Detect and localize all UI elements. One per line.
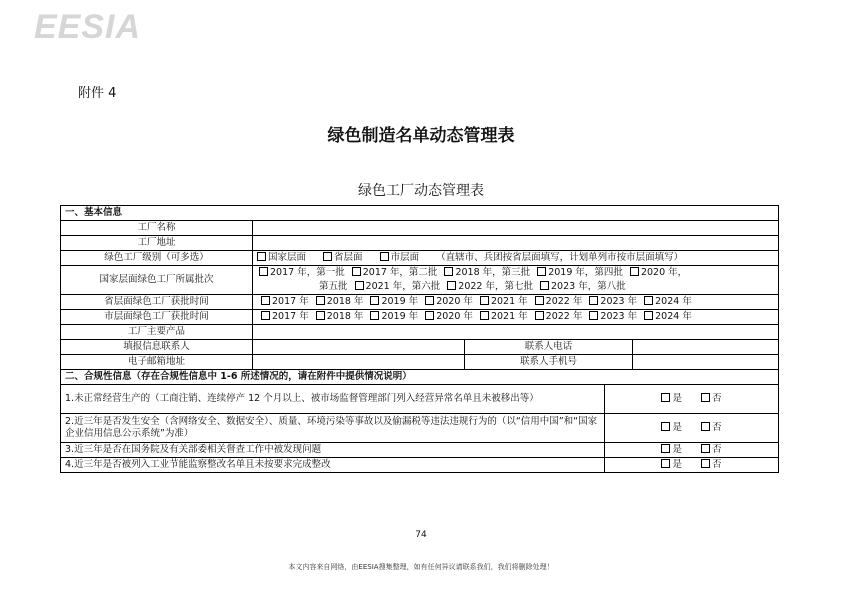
section-basic-info-row — [61, 206, 779, 221]
batch-option[interactable]: 2017 年，第一批 — [259, 266, 345, 280]
national-batch-label: 国家层面绿色工厂所属批次 — [61, 266, 253, 295]
checkbox-icon — [370, 311, 379, 320]
national-batch-row — [61, 266, 779, 295]
footer-disclaimer: 本文内容来自网络，由EESIA搜集整理，如有任何异议请联系我们，我们将删除处理！ — [288, 563, 554, 571]
checkbox-icon — [352, 267, 361, 276]
checkbox-icon — [701, 459, 710, 468]
national-batch-options — [253, 266, 779, 295]
year-option[interactable]: 2024 年 — [644, 296, 692, 308]
main-products-label: 工厂主要产品 — [61, 325, 253, 340]
factory-name-row — [61, 221, 779, 236]
checkbox-icon — [644, 296, 653, 305]
checkbox-icon — [661, 393, 670, 402]
year-option[interactable]: 2018 年 — [316, 311, 364, 323]
city-year-options — [253, 310, 779, 325]
checkbox-icon — [630, 267, 639, 276]
checkbox-icon — [425, 311, 434, 320]
checkbox-icon — [261, 311, 270, 320]
checkbox-icon — [537, 267, 546, 276]
checkbox-icon — [701, 444, 710, 453]
no-option[interactable]: 否 — [701, 393, 722, 405]
year-option[interactable]: 2022 年 — [535, 296, 583, 308]
compliance-row — [61, 443, 779, 458]
email-field[interactable] — [253, 355, 465, 370]
checkbox-icon — [323, 252, 332, 261]
year-option[interactable]: 2021 年 — [480, 311, 528, 323]
compliance-row — [61, 414, 779, 443]
factory-address-row — [61, 236, 779, 251]
provincial-time-row — [61, 295, 779, 310]
checkbox-icon — [316, 296, 325, 305]
compliance-row — [61, 385, 779, 414]
checkbox-icon — [370, 296, 379, 305]
factory-name-field[interactable] — [253, 221, 779, 236]
checkbox-icon — [644, 311, 653, 320]
checkbox-icon — [259, 267, 268, 276]
factory-name-label: 工厂名称 — [61, 221, 253, 236]
checkbox-icon — [701, 422, 710, 431]
checkbox-icon — [589, 296, 598, 305]
yes-no-options — [605, 443, 779, 458]
yes-option[interactable]: 是 — [661, 422, 682, 434]
checkbox-icon — [425, 296, 434, 305]
year-option[interactable]: 2021 年 — [480, 296, 528, 308]
provincial-time-label: 省层面绿色工厂获批时间 — [61, 295, 253, 310]
city-time-row — [61, 310, 779, 325]
checkbox-icon — [480, 296, 489, 305]
main-products-row — [61, 325, 779, 340]
year-option[interactable]: 2017 年 — [261, 311, 309, 323]
batch-option[interactable]: 2021 年，第六批 — [355, 280, 441, 294]
email-label: 电子邮箱地址 — [61, 355, 253, 370]
checkbox-icon — [661, 444, 670, 453]
provincial-year-options — [253, 295, 779, 310]
year-option[interactable]: 2017 年 — [261, 296, 309, 308]
level-options — [253, 251, 779, 266]
city-time-label: 市层面绿色工厂获批时间 — [61, 310, 253, 325]
batch-option[interactable]: 2020 年， — [630, 266, 687, 280]
yes-no-options — [605, 458, 779, 473]
checkbox-icon — [535, 311, 544, 320]
level-note: （直辖市、兵团按省层面填写，计划单列市按市层面填写） — [436, 252, 684, 263]
level-label: 绿色工厂级别（可多选） — [61, 251, 253, 266]
compliance-row — [61, 458, 779, 473]
year-option[interactable]: 2024 年 — [644, 311, 692, 323]
no-option[interactable]: 否 — [701, 422, 722, 434]
checkbox-icon — [661, 459, 670, 468]
factory-address-label: 工厂地址 — [61, 236, 253, 251]
no-option[interactable]: 否 — [701, 459, 722, 471]
no-option[interactable]: 否 — [701, 444, 722, 456]
checkbox-icon — [540, 281, 549, 290]
checkbox-icon — [257, 252, 266, 261]
checkbox-icon — [447, 281, 456, 290]
year-option[interactable]: 2022 年 — [535, 311, 583, 323]
yes-no-options — [605, 414, 779, 443]
year-option[interactable]: 2019 年 — [370, 311, 418, 323]
section-compliance-row — [61, 370, 779, 385]
year-option[interactable]: 2023 年 — [589, 311, 637, 323]
batch-option[interactable]: 2023 年，第八批 — [540, 280, 626, 294]
checkbox-icon — [589, 311, 598, 320]
batch-option[interactable]: 2022 年，第七批 — [447, 280, 533, 294]
email-row — [61, 355, 779, 370]
checkbox-icon — [316, 311, 325, 320]
main-title: 绿色制造名单动态管理表 — [327, 126, 515, 146]
factory-address-field[interactable] — [253, 236, 779, 251]
compliance-item: 2.近三年是否发生安全（含网络安全、数据安全）、质量、环境污染等事故以及偷漏税等违法违规行为的（以“信用中国”和“国家企业信用信息公示系统”为准） — [61, 414, 605, 443]
year-option[interactable]: 2020 年 — [425, 311, 473, 323]
eesia-logo: EESIA — [34, 8, 142, 46]
sub-title: 绿色工厂动态管理表 — [358, 183, 484, 199]
section-basic-info: 一、基本信息 — [61, 206, 779, 221]
yes-option[interactable]: 是 — [661, 459, 682, 471]
page-number: 74 — [415, 530, 427, 540]
mobile-label: 联系人手机号 — [465, 355, 633, 370]
compliance-item: 4.近三年是否被列入工业节能监察整改名单且未按要求完成整改 — [61, 458, 605, 473]
compliance-item: 3.近三年是否在国务院及有关部委相关督查工作中被发现问题 — [61, 443, 605, 458]
yes-option[interactable]: 是 — [661, 393, 682, 405]
checkbox-icon — [661, 422, 670, 431]
year-option[interactable]: 2020 年 — [425, 296, 473, 308]
checkbox-icon — [261, 296, 270, 305]
yes-no-options — [605, 385, 779, 414]
checkbox-icon — [380, 252, 389, 261]
section-compliance: 二、合规性信息（存在合规性信息中 1-6 所述情况的，请在附件中提供情况说明） — [61, 370, 779, 385]
contact-row — [61, 340, 779, 355]
level-option-provincial[interactable]: 省层面 — [323, 252, 363, 264]
level-row — [61, 251, 779, 266]
checkbox-icon — [535, 296, 544, 305]
attachment-label: 附件 4 — [78, 86, 117, 101]
year-option[interactable]: 2019 年 — [370, 296, 418, 308]
checkbox-icon — [444, 267, 453, 276]
compliance-item: 1.未正常经营生产的（工商注销、连续停产 12 个月以上、被市场监督管理部门列入经营异常名单且未被移出等） — [61, 385, 605, 414]
year-option[interactable]: 2018 年 — [316, 296, 364, 308]
batch-option[interactable]: 2017 年，第二批 — [352, 266, 438, 280]
level-option-city[interactable]: 市层面 — [380, 252, 420, 264]
dynamic-management-table — [60, 205, 779, 473]
checkbox-icon — [355, 281, 364, 290]
batch-option[interactable]: 2018 年，第三批 — [444, 266, 530, 280]
mobile-field[interactable] — [633, 355, 779, 370]
batch-option-cont: 第五批 — [319, 281, 348, 292]
year-option[interactable]: 2023 年 — [589, 296, 637, 308]
main-products-field[interactable] — [253, 325, 779, 340]
yes-option[interactable]: 是 — [661, 444, 682, 456]
checkbox-icon — [480, 311, 489, 320]
contact-phone-label: 联系人电话 — [465, 340, 633, 355]
batch-option[interactable]: 2019 年，第四批 — [537, 266, 623, 280]
contact-phone-field[interactable] — [633, 340, 779, 355]
contact-field[interactable] — [253, 340, 465, 355]
checkbox-icon — [701, 393, 710, 402]
level-option-national[interactable]: 国家层面 — [257, 252, 306, 264]
contact-label: 填报信息联系人 — [61, 340, 253, 355]
